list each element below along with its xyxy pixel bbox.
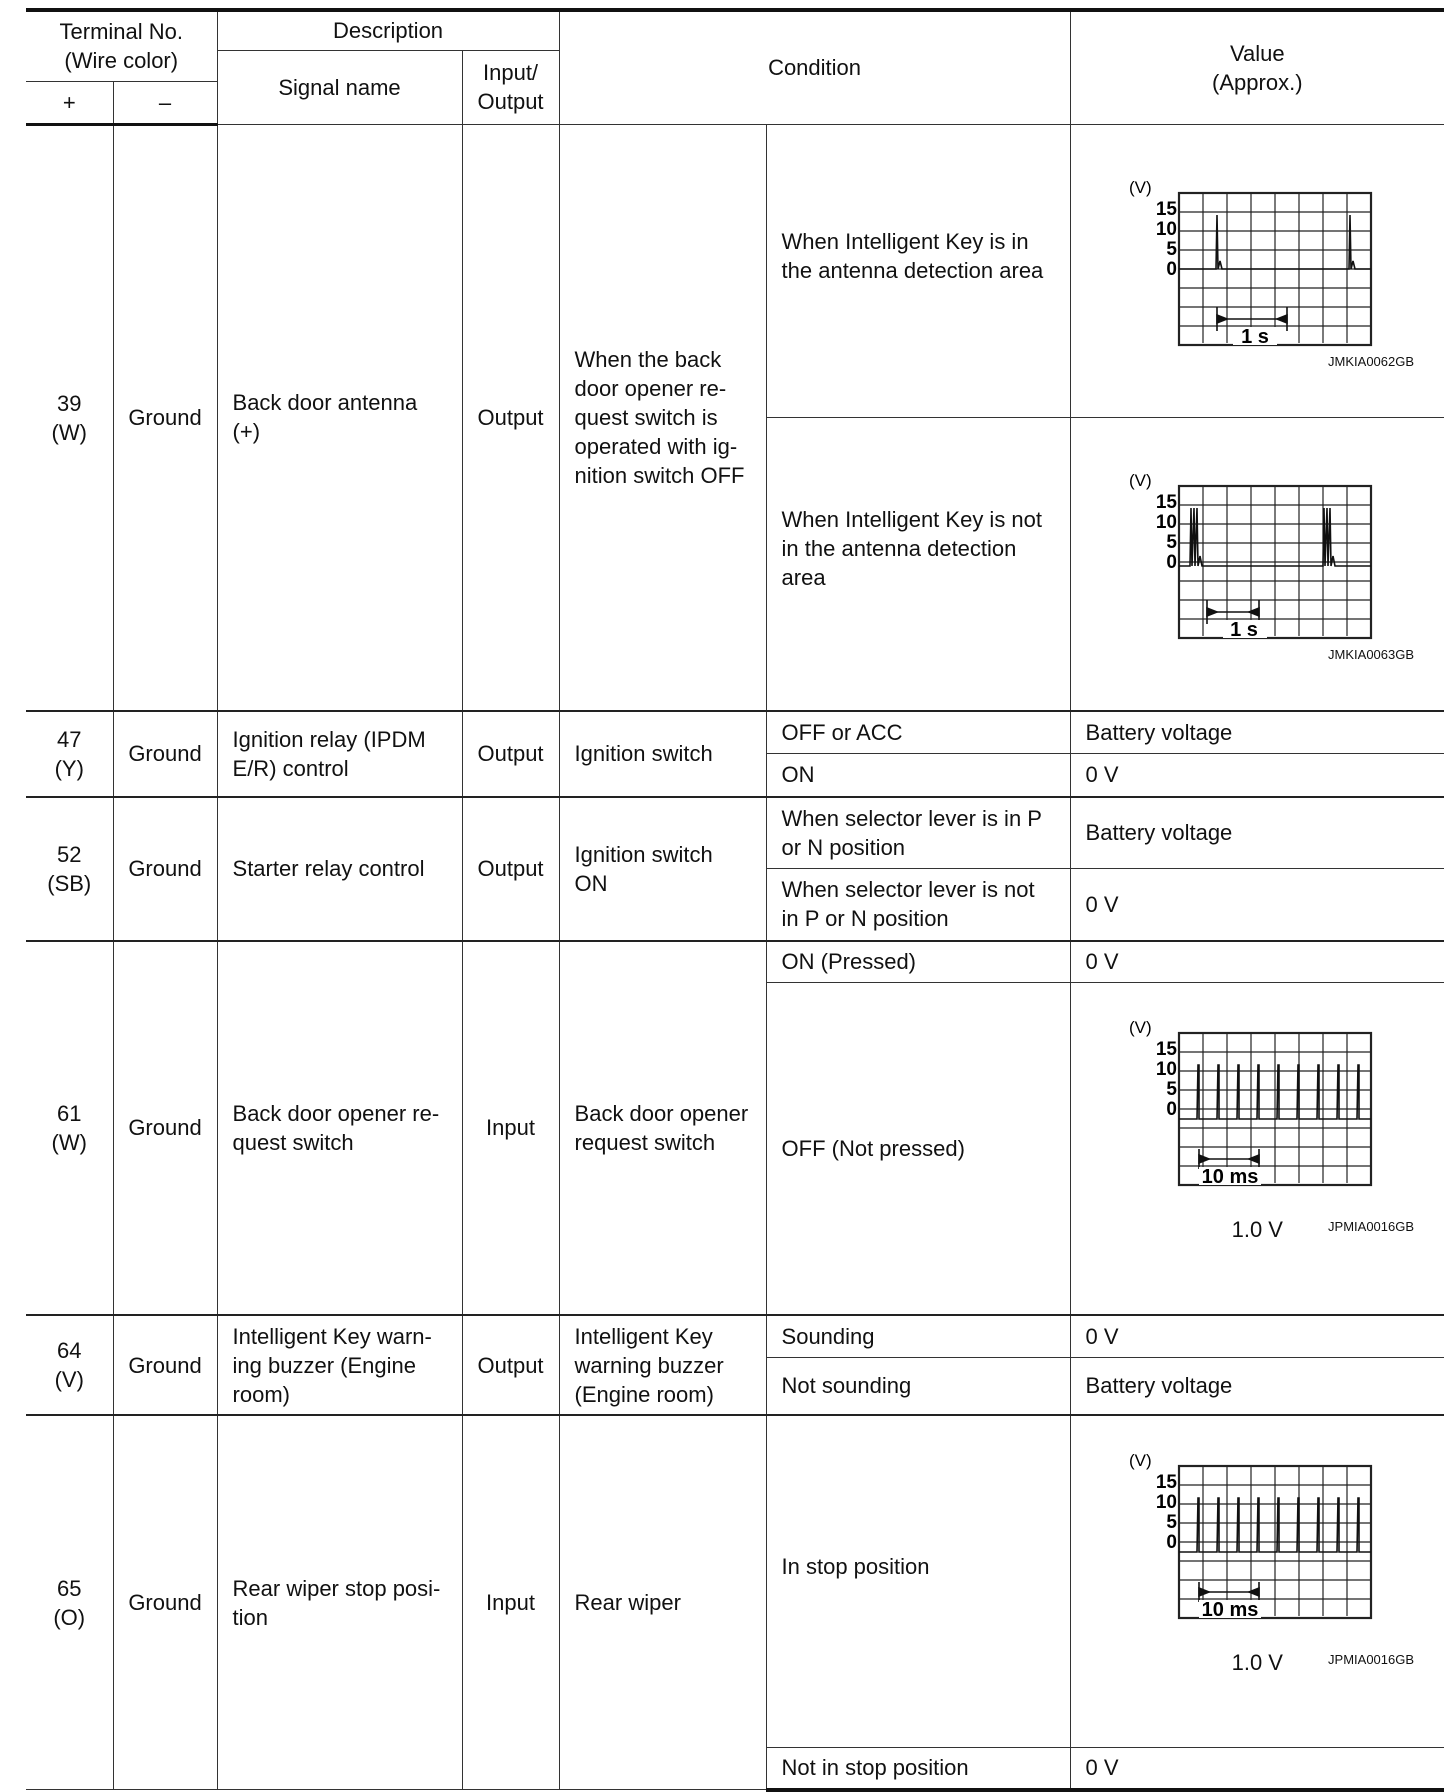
header-value (1070, 10, 1444, 124)
condition-line: door opener re- (574, 375, 727, 401)
waveform-10ms (1127, 1454, 1387, 1634)
terminal-number: 64 (57, 1338, 82, 1363)
sub-condition-line: area (781, 565, 826, 590)
header-condition: Condition (559, 10, 1070, 124)
signal-64 (217, 1315, 462, 1415)
terminal-61 (26, 941, 113, 1316)
signal-line: room) (232, 1381, 290, 1407)
header-minus: – (113, 81, 217, 124)
sub-condition-line: When selector lever is not (781, 877, 1035, 903)
signal-line: tion (232, 1604, 268, 1630)
terminal-47 (26, 711, 113, 797)
condition-line: warning buzzer (574, 1352, 724, 1378)
header-value-label: Value (1229, 40, 1285, 66)
sub-condition-line: the antenna detection area (781, 257, 1044, 283)
terminal-52 (26, 797, 113, 941)
terminal-number: 61 (57, 1100, 82, 1126)
header-signal-name: Signal name (217, 50, 462, 124)
terminal-number: 52 (57, 841, 82, 867)
header-terminal (26, 10, 217, 81)
sub-condition-65b: Not in stop position (766, 1748, 1070, 1790)
ground-64: Ground (113, 1315, 217, 1415)
figure-code: JPMIA0016GB (1328, 1219, 1415, 1234)
value-47b: 0 V (1070, 754, 1444, 797)
header-description: Description (217, 10, 559, 50)
condition-52 (559, 797, 766, 941)
value-52a: Battery voltage (1070, 797, 1444, 869)
wire-color: (Y) (54, 755, 84, 781)
scope-y15: 15 (1156, 491, 1178, 513)
value-64a: 0 V (1070, 1315, 1444, 1357)
sub-condition-61a: ON (Pressed) (766, 941, 1070, 983)
signal-line: Rear wiper stop posi- (232, 1575, 441, 1601)
value-61a: 0 V (1070, 941, 1444, 983)
sub-condition-64b: Not sounding (766, 1357, 1070, 1415)
sub-condition-52a (766, 797, 1070, 869)
scope-unit: (V) (1129, 1454, 1152, 1470)
sub-condition-61b: OFF (Not pressed) (766, 983, 1070, 1316)
scope-unit: (V) (1129, 180, 1152, 197)
figure-code: JPMIA0016GB (1328, 1652, 1415, 1667)
ground-47: Ground (113, 711, 217, 797)
sub-condition-52b (766, 869, 1070, 941)
sub-condition-line: When Intelligent Key is not (781, 507, 1043, 532)
sub-condition-64a: Sounding (766, 1315, 1070, 1357)
scope-y5: 5 (1166, 1512, 1178, 1533)
sub-condition-47a: OFF or ACC (766, 711, 1070, 754)
row-52 (26, 797, 1444, 869)
waveform-10ms (1127, 1021, 1387, 1201)
io-65: Input (462, 1415, 559, 1790)
signal-line: Back door antenna (232, 390, 418, 415)
scope-y10: 10 (1156, 1492, 1178, 1513)
figure-code: JMKIA0063GB (1328, 646, 1415, 662)
scope-y0: 0 (1166, 1099, 1178, 1120)
io-52: Output (462, 797, 559, 941)
io-64: Output (462, 1315, 559, 1415)
scope-y5: 5 (1166, 238, 1178, 260)
scope-time-label: 1 s (1230, 618, 1259, 641)
scope-y10: 10 (1156, 218, 1178, 240)
signal-line: Back door opener re- (232, 1100, 440, 1126)
scope-y15: 15 (1156, 1039, 1178, 1060)
value-47a: Battery voltage (1070, 711, 1444, 754)
condition-line: Intelligent Key (574, 1323, 713, 1349)
condition-line: (Engine room) (574, 1381, 714, 1407)
row-64 (26, 1315, 1444, 1357)
condition-line: request switch (574, 1129, 716, 1155)
terminal-65 (26, 1415, 113, 1790)
condition-line: quest switch is (574, 404, 718, 430)
terminal-table (26, 8, 1444, 1792)
sub-condition-47b: ON (766, 754, 1070, 797)
ground-61: Ground (113, 941, 217, 1316)
terminal-39 (26, 124, 113, 711)
sub-condition-line: in the antenna detection (781, 536, 1017, 561)
sub-condition-line: When Intelligent Key is in (781, 228, 1029, 254)
condition-39 (559, 124, 766, 711)
signal-line: quest switch (232, 1129, 354, 1155)
sub-condition-39b (766, 417, 1070, 711)
scope-y15: 15 (1156, 1472, 1178, 1493)
io-61: Input (462, 941, 559, 1316)
signal-39 (217, 124, 462, 711)
header-plus: + (26, 81, 113, 124)
value-65a (1070, 1415, 1444, 1748)
value-64b: Battery voltage (1070, 1357, 1444, 1415)
value-65b: 0 V (1070, 1748, 1444, 1790)
terminal-64 (26, 1315, 113, 1415)
wire-color: (SB) (47, 870, 92, 896)
signal-65 (217, 1415, 462, 1790)
condition-61 (559, 941, 766, 1316)
scope-y0: 0 (1166, 258, 1178, 280)
wire-color: (O) (53, 1604, 86, 1630)
condition-line: operated with ig- (574, 433, 738, 459)
row-47 (26, 711, 1444, 754)
scope-unit: (V) (1129, 473, 1152, 490)
signal-line: (+) (232, 419, 261, 444)
scope-y5: 5 (1166, 531, 1178, 553)
signal-line: E/R) control (232, 755, 349, 781)
sub-condition-line: or N position (781, 834, 906, 860)
scope-y10: 10 (1156, 1059, 1178, 1080)
signal-line: Intelligent Key warn- (232, 1323, 432, 1349)
voltage-value: 1.0 V (1231, 1650, 1283, 1675)
value-39b (1070, 417, 1444, 711)
condition-line: nition switch OFF (574, 462, 745, 488)
sub-condition-65a: In stop position (766, 1415, 1070, 1748)
ground-39: Ground (113, 124, 217, 711)
wire-color: (W) (51, 1129, 87, 1155)
waveform-1s-single (1127, 181, 1387, 361)
waveform-1s-burst (1127, 474, 1387, 654)
signal-52: Starter relay control (217, 797, 462, 941)
condition-64 (559, 1315, 766, 1415)
wire-color: (W) (51, 419, 87, 445)
sub-condition-line: in P or N position (781, 906, 949, 932)
value-39a (1070, 124, 1444, 417)
condition-65: Rear wiper (559, 1415, 766, 1790)
sub-condition-line: When selector lever is in P (781, 805, 1042, 831)
value-61b (1070, 983, 1444, 1316)
signal-61 (217, 941, 462, 1316)
header-input-label: Input/ (483, 60, 539, 85)
sub-condition-39a (766, 124, 1070, 417)
row-65 (26, 1415, 1444, 1748)
header-terminal-no: Terminal No. (59, 19, 183, 45)
condition-line: Back door opener (574, 1100, 749, 1126)
condition-line: ON (574, 870, 608, 896)
header-wire-color: (Wire color) (64, 48, 179, 74)
condition-47: Ignition switch (559, 711, 766, 797)
scope-time-label: 10 ms (1201, 1166, 1259, 1188)
signal-line: ing buzzer (Engine (232, 1352, 416, 1378)
figure-code: JMKIA0062GB (1328, 353, 1415, 369)
signal-line: Ignition relay (IPDM (232, 726, 426, 752)
scope-y10: 10 (1156, 511, 1178, 533)
row-39 (26, 124, 1444, 417)
value-52b: 0 V (1070, 869, 1444, 941)
voltage-value: 1.0 V (1231, 1217, 1283, 1242)
scope-time-label: 10 ms (1201, 1599, 1259, 1621)
scope-y0: 0 (1166, 551, 1178, 573)
condition-line: When the back (574, 346, 722, 372)
signal-47 (217, 711, 462, 797)
scope-y5: 5 (1166, 1079, 1178, 1100)
io-39: Output (462, 124, 559, 711)
scope-y15: 15 (1156, 198, 1178, 220)
header-io (462, 50, 559, 124)
scope-unit: (V) (1129, 1021, 1152, 1037)
wire-color: (V) (54, 1367, 84, 1392)
scope-y0: 0 (1166, 1532, 1178, 1553)
row-61 (26, 941, 1444, 983)
terminal-number: 47 (57, 726, 82, 752)
io-47: Output (462, 711, 559, 797)
header-output-label: Output (477, 89, 544, 114)
terminal-number: 65 (57, 1575, 82, 1601)
header-approx-label: (Approx.) (1212, 69, 1303, 95)
terminal-number: 39 (57, 390, 82, 416)
condition-line: Ignition switch (574, 841, 713, 867)
ground-65: Ground (113, 1415, 217, 1790)
scope-time-label: 1 s (1241, 325, 1270, 348)
ground-52: Ground (113, 797, 217, 941)
